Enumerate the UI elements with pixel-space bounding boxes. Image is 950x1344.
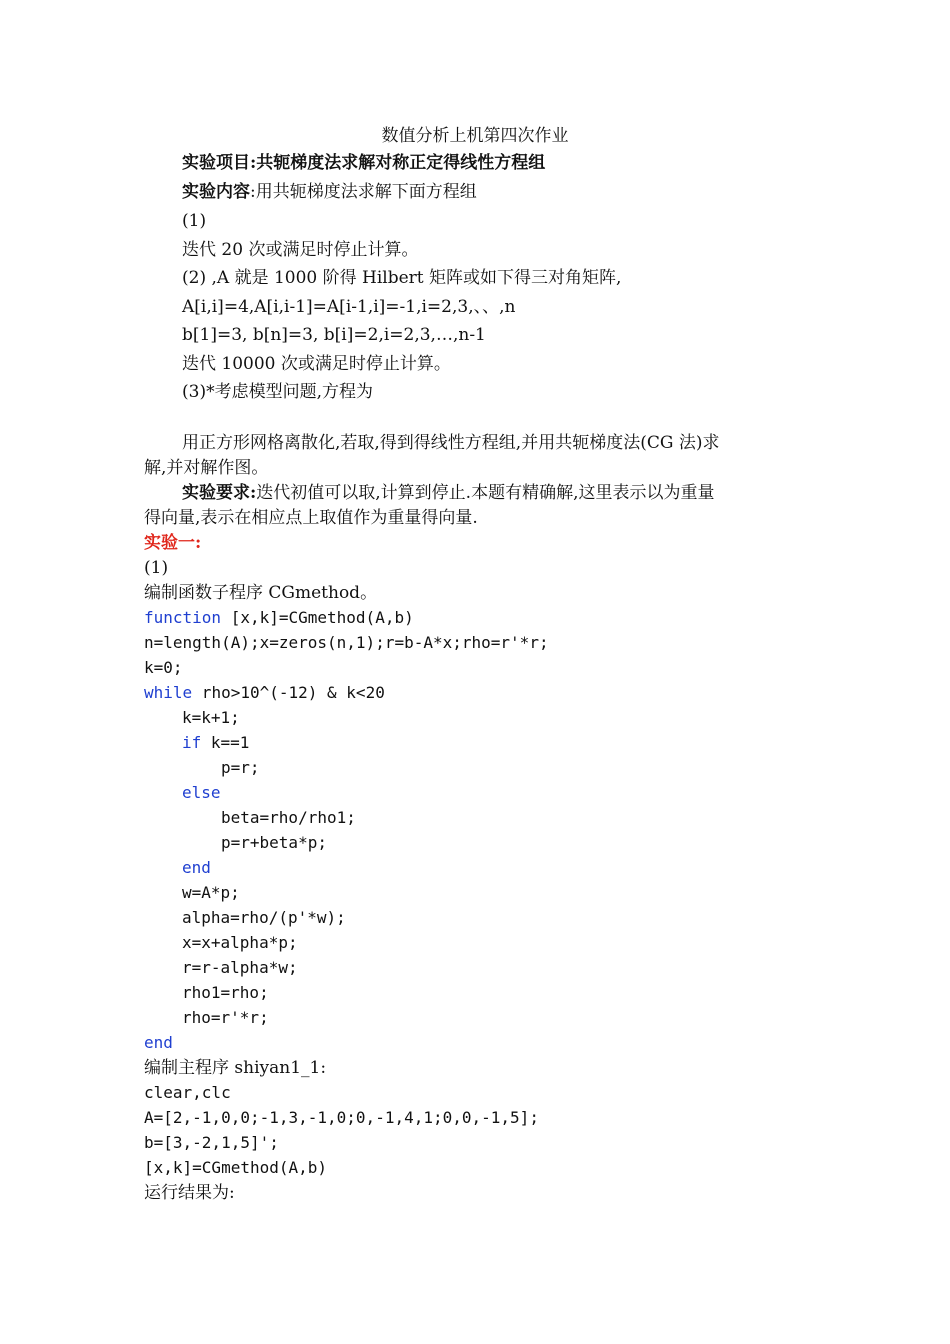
code-line: rho=r'*r; bbox=[182, 1008, 269, 1027]
document-title: 数值分析上机第四次作业 bbox=[381, 126, 569, 146]
code-line bbox=[144, 606, 414, 630]
content-label: 实验内容 bbox=[182, 182, 250, 202]
item1-text: 迭代 20 次或满足时停止计算。 bbox=[182, 240, 419, 260]
item2-matrix: A[i,i]=4,A[i,i-1]=A[i-1,i]=-1,i=2,3,、、,n bbox=[182, 297, 516, 317]
code-line: p=r+beta*p; bbox=[221, 833, 327, 852]
code-keyword: end bbox=[182, 858, 211, 877]
content-line bbox=[182, 180, 477, 204]
code-line: clear,clc bbox=[144, 1083, 231, 1102]
project-line bbox=[182, 151, 545, 175]
code-line bbox=[144, 681, 385, 705]
code-line bbox=[182, 731, 249, 755]
code-keyword: else bbox=[182, 783, 221, 802]
main-program-intro: 编制主程序 shiyan1_1: bbox=[144, 1058, 327, 1078]
experiment-sub: (1) bbox=[144, 558, 169, 578]
item2-text: (2) ,A 就是 1000 阶得 Hilbert 矩阵或如下得三对角矩阵, bbox=[182, 268, 622, 288]
item3-text: (3)*考虑模型问题,方程为 bbox=[182, 382, 373, 402]
para1-line1: 用正方形网格离散化,若取,得到得线性方程组,并用共轭梯度法(CG 法)求 bbox=[182, 433, 720, 453]
code-line: rho1=rho; bbox=[182, 983, 269, 1002]
item2-b: b[1]=3, b[n]=3, b[i]=2,i=2,3,…,n-1 bbox=[182, 325, 486, 345]
function-intro: 编制函数子程序 CGmethod。 bbox=[144, 583, 378, 603]
code-text: k==1 bbox=[201, 733, 250, 752]
project-text: 共轭梯度法求解对称正定得线性方程组 bbox=[256, 153, 546, 173]
code-line: alpha=rho/(p'*w); bbox=[182, 908, 346, 927]
item2-iter: 迭代 10000 次或满足时停止计算。 bbox=[182, 354, 451, 374]
project-label: 实验项目: bbox=[182, 153, 257, 173]
result-label: 运行结果为: bbox=[144, 1183, 235, 1203]
code-line: A=[2,-1,0,0;-1,3,-1,0;0,-1,4,1;0,0,-1,5]; bbox=[144, 1108, 539, 1127]
requirement-line2: 得向量,表示在相应点上取值作为重量得向量. bbox=[144, 508, 478, 528]
code-keyword: if bbox=[182, 733, 202, 752]
code-line: beta=rho/rho1; bbox=[221, 808, 356, 827]
code-line: k=k+1; bbox=[182, 708, 240, 727]
code-line: p=r; bbox=[221, 758, 260, 777]
code-line: w=A*p; bbox=[182, 883, 240, 902]
code-line: r=r-alpha*w; bbox=[182, 958, 298, 977]
item1-label: (1) bbox=[182, 211, 207, 231]
code-line: n=length(A);x=zeros(n,1);r=b-A*x;rho=r'*r; bbox=[144, 633, 549, 652]
code-text: [x,k]=CGmethod(A,b) bbox=[221, 608, 414, 627]
requirement-line1 bbox=[182, 481, 715, 505]
code-line: [x,k]=CGmethod(A,b) bbox=[144, 1158, 328, 1177]
code-keyword: end bbox=[144, 1033, 173, 1052]
code-text: rho>10^(-12) & k<20 bbox=[192, 683, 385, 702]
code-line: k=0; bbox=[144, 658, 183, 677]
code-line: x=x+alpha*p; bbox=[182, 933, 298, 952]
experiment-heading: 实验一: bbox=[144, 533, 202, 553]
code-line: b=[3,-2,1,5]'; bbox=[144, 1133, 279, 1152]
requirement-label: 实验要求: bbox=[182, 483, 257, 503]
code-keyword: function bbox=[144, 608, 222, 627]
requirement-text: 迭代初值可以取,计算到停止.本题有精确解,这里表示以为重量 bbox=[256, 483, 715, 503]
content-text: :用共轭梯度法求解下面方程组 bbox=[250, 182, 477, 202]
para1-line2: 解,并对解作图。 bbox=[144, 458, 269, 478]
code-keyword: while bbox=[144, 683, 193, 702]
